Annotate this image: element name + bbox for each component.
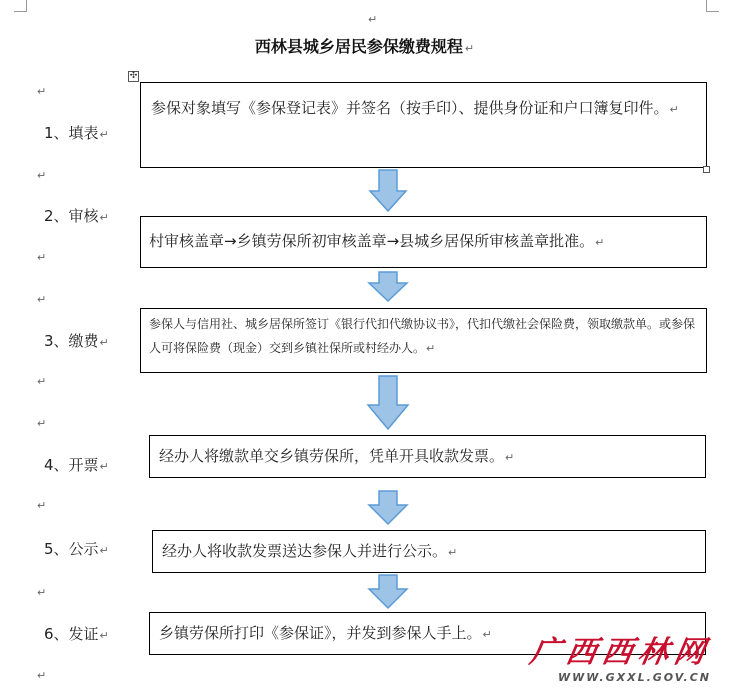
step-box-text: 村审核盖章→乡镇劳保所初审核盖章→县城乡居保所审核盖章批准。 bbox=[149, 232, 595, 250]
crop-mark-top-right bbox=[706, 0, 719, 12]
page-title bbox=[0, 34, 729, 57]
step-label-2 bbox=[44, 205, 109, 226]
paragraph-mark: ↵ bbox=[464, 42, 475, 55]
paragraph-mark: ↵ bbox=[426, 342, 436, 355]
down-arrow-5 bbox=[367, 574, 409, 610]
step-box-text: 参保人与信用社、城乡居保所签订《银行代扣代缴协议书》，代扣代缴社会保险费，领取缴款单。或参保人可将保险费（现金）交到乡镇社保所或村经办人。 bbox=[149, 317, 696, 355]
paragraph-mark: ↵ bbox=[368, 13, 378, 26]
paragraph-mark: ↵ bbox=[37, 499, 47, 512]
paragraph-mark: ↵ bbox=[37, 169, 47, 182]
step-box-4[interactable] bbox=[149, 435, 706, 478]
paragraph-mark: ↵ bbox=[37, 251, 47, 264]
step-box-text: 经办人将缴款单交乡镇劳保所，凭单开具收款发票。 bbox=[159, 447, 505, 465]
paragraph-mark: ↵ bbox=[595, 236, 605, 249]
paragraph-mark: ↵ bbox=[99, 128, 109, 141]
step-box-2[interactable] bbox=[140, 216, 707, 268]
step-box-text: 参保对象填写《参保登记表》并签名（按手印）、提供身份证和户口簿复印件。 bbox=[151, 99, 669, 117]
paragraph-mark: ↵ bbox=[99, 629, 109, 642]
watermark-url: WWW.GXXL.GOV.CN bbox=[557, 671, 711, 684]
down-arrow-2 bbox=[367, 271, 409, 303]
step-label-text: 6、发证 bbox=[44, 625, 99, 643]
step-box-3[interactable] bbox=[140, 308, 707, 373]
paragraph-mark: ↵ bbox=[37, 586, 47, 599]
step-label-text: 4、开票 bbox=[44, 456, 99, 474]
step-label-3 bbox=[44, 330, 109, 351]
paragraph-mark: ↵ bbox=[37, 293, 47, 306]
down-arrow-1 bbox=[368, 169, 408, 213]
watermark bbox=[527, 627, 714, 684]
step-label-text: 5、公示 bbox=[44, 540, 99, 558]
paragraph-mark: ↵ bbox=[505, 451, 515, 464]
paragraph-mark: ↵ bbox=[448, 546, 458, 559]
paragraph-mark: ↵ bbox=[37, 375, 47, 388]
paragraph-mark: ↵ bbox=[37, 669, 47, 682]
step-label-4 bbox=[44, 454, 109, 475]
resize-handle[interactable] bbox=[703, 166, 710, 173]
watermark-logo: 广西西林网 bbox=[527, 635, 714, 670]
paragraph-mark: ↵ bbox=[37, 417, 47, 430]
step-label-text: 3、缴费 bbox=[44, 332, 99, 350]
paragraph-mark: ↵ bbox=[37, 85, 47, 98]
paragraph-mark: ↵ bbox=[99, 544, 109, 557]
paragraph-mark: ↵ bbox=[99, 336, 109, 349]
step-label-text: 1、填表 bbox=[44, 124, 99, 142]
step-box-text: 经办人将收款发票送达参保人并进行公示。 bbox=[162, 542, 448, 560]
crop-mark-top-left bbox=[14, 0, 27, 12]
paragraph-mark: ↵ bbox=[99, 460, 109, 473]
step-label-5 bbox=[44, 538, 109, 559]
down-arrow-4 bbox=[367, 490, 409, 526]
step-box-1[interactable] bbox=[140, 82, 707, 168]
down-arrow-3 bbox=[366, 375, 410, 431]
step-box-text: 乡镇劳保所打印《参保证》，并发到参保人手上。 bbox=[159, 624, 482, 642]
step-label-6 bbox=[44, 623, 109, 644]
step-box-5[interactable] bbox=[152, 530, 706, 573]
paragraph-mark: ↵ bbox=[669, 103, 679, 116]
table-move-handle[interactable]: ✣ bbox=[129, 71, 138, 81]
step-label-1 bbox=[44, 122, 109, 143]
step-label-text: 2、审核 bbox=[44, 207, 99, 225]
title-text: 西林县城乡居民参保缴费规程 bbox=[254, 37, 463, 56]
paragraph-mark: ↵ bbox=[482, 628, 492, 641]
paragraph-mark: ↵ bbox=[99, 211, 109, 224]
